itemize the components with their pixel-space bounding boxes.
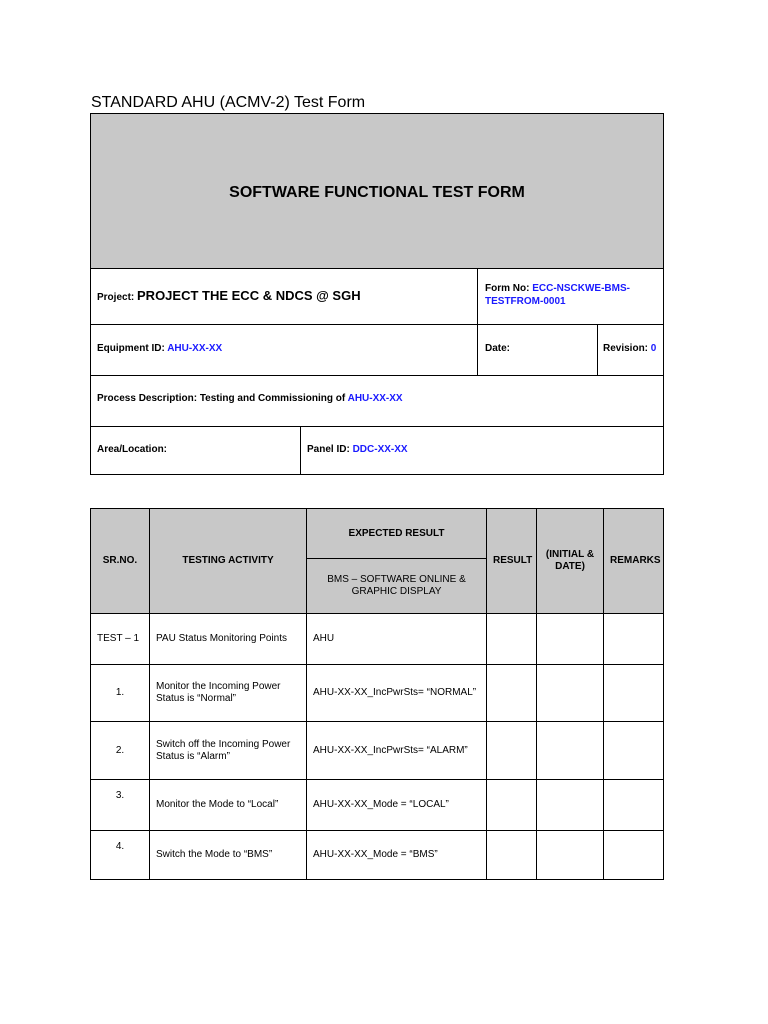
document-title: STANDARD AHU (ACMV-2) Test Form bbox=[91, 94, 366, 111]
date-label: Date: bbox=[485, 343, 511, 354]
result-header: RESULT bbox=[487, 509, 537, 614]
divider bbox=[477, 268, 478, 375]
sr-cell: TEST – 1 bbox=[91, 614, 150, 665]
panel-id-field bbox=[307, 444, 408, 455]
divider bbox=[597, 324, 598, 375]
form-no-value: ECC-NSCKWE-BMS- bbox=[532, 283, 630, 294]
project-label: Project: bbox=[97, 292, 138, 303]
table-row bbox=[91, 665, 664, 722]
table-row bbox=[91, 722, 664, 780]
activity-cell: Monitor the Incoming Power Status is “Normal” bbox=[150, 665, 307, 722]
initial-date-cell[interactable] bbox=[537, 665, 604, 722]
panel-id-label: Panel ID: bbox=[307, 444, 353, 455]
result-cell[interactable] bbox=[487, 722, 537, 780]
form-no-field bbox=[485, 282, 630, 308]
initial-date-header: (INITIAL & DATE) bbox=[537, 509, 604, 614]
result-cell[interactable] bbox=[487, 665, 537, 722]
sr-cell: 4. bbox=[91, 831, 150, 880]
area-location-label: Area/Location: bbox=[97, 444, 168, 455]
test-table bbox=[90, 508, 664, 880]
form-no-value-continued: TESTFROM-0001 bbox=[485, 296, 566, 307]
project-value: PROJECT THE ECC & NDCS @ SGH bbox=[137, 288, 361, 303]
equipment-id-label: Equipment ID: bbox=[97, 343, 168, 354]
form-heading-band bbox=[91, 114, 663, 269]
divider bbox=[91, 324, 663, 325]
sr-no-header: SR.NO. bbox=[91, 509, 150, 614]
divider bbox=[91, 375, 663, 376]
remarks-cell[interactable] bbox=[604, 780, 664, 831]
expected-subheader: BMS – SOFTWARE ONLINE & GRAPHIC DISPLAY bbox=[307, 559, 487, 614]
divider bbox=[300, 426, 301, 474]
remarks-cell[interactable] bbox=[604, 614, 664, 665]
sr-cell: 2. bbox=[91, 722, 150, 780]
project-field bbox=[97, 288, 361, 303]
revision-value: 0 bbox=[650, 343, 657, 354]
remarks-cell[interactable] bbox=[604, 831, 664, 880]
remarks-cell[interactable] bbox=[604, 722, 664, 780]
table-row bbox=[91, 614, 664, 665]
expected-cell: AHU-XX-XX_Mode = “LOCAL” bbox=[307, 780, 487, 831]
table-header-row bbox=[91, 509, 664, 559]
process-description-label: Process Description: Testing and Commissioning of bbox=[97, 393, 348, 404]
sr-cell: 3. bbox=[91, 780, 150, 831]
process-description-value: AHU-XX-XX bbox=[347, 393, 403, 404]
expected-cell: AHU-XX-XX_IncPwrSts= “NORMAL” bbox=[307, 665, 487, 722]
sr-cell: 1. bbox=[91, 665, 150, 722]
divider bbox=[91, 426, 663, 427]
initial-date-cell[interactable] bbox=[537, 780, 604, 831]
activity-cell: Switch off the Incoming Power Status is “Alarm” bbox=[150, 722, 307, 780]
activity-cell: Switch the Mode to “BMS” bbox=[150, 831, 307, 880]
form-header-box bbox=[90, 113, 664, 475]
equipment-id-field bbox=[97, 343, 222, 354]
remarks-header: REMARKS bbox=[604, 509, 664, 614]
result-cell[interactable] bbox=[487, 780, 537, 831]
initial-date-cell[interactable] bbox=[537, 614, 604, 665]
process-description-field bbox=[97, 393, 403, 404]
panel-id-value: DDC-XX-XX bbox=[352, 444, 408, 455]
expected-cell: AHU-XX-XX_Mode = “BMS” bbox=[307, 831, 487, 880]
result-cell[interactable] bbox=[487, 614, 537, 665]
table-row bbox=[91, 831, 664, 880]
activity-cell: PAU Status Monitoring Points bbox=[150, 614, 307, 665]
remarks-cell[interactable] bbox=[604, 665, 664, 722]
equipment-id-value: AHU-XX-XX bbox=[167, 343, 223, 354]
form-no-label: Form No: bbox=[485, 283, 533, 294]
initial-date-cell[interactable] bbox=[537, 831, 604, 880]
revision-field bbox=[603, 343, 656, 354]
revision-label: Revision: bbox=[603, 343, 651, 354]
initial-date-cell[interactable] bbox=[537, 722, 604, 780]
testing-activity-header: TESTING ACTIVITY bbox=[150, 509, 307, 614]
expected-cell: AHU-XX-XX_IncPwrSts= “ALARM” bbox=[307, 722, 487, 780]
table-row bbox=[91, 780, 664, 831]
expected-cell: AHU bbox=[307, 614, 487, 665]
expected-result-header: EXPECTED RESULT bbox=[307, 509, 487, 559]
activity-cell: Monitor the Mode to “Local” bbox=[150, 780, 307, 831]
form-heading: SOFTWARE FUNCTIONAL TEST FORM bbox=[229, 184, 525, 201]
result-cell[interactable] bbox=[487, 831, 537, 880]
